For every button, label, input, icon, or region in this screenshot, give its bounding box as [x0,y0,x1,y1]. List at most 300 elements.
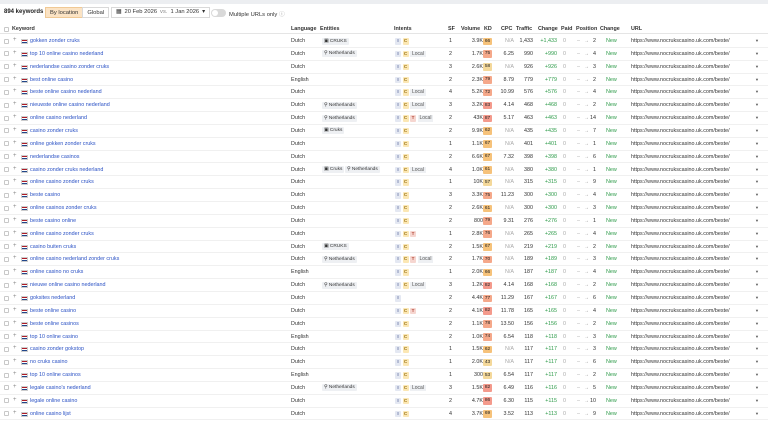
caret-down-icon[interactable]: ▼ [755,166,759,172]
row-checkbox[interactable] [4,270,9,275]
position-cell: 1 [593,166,596,173]
volume-cell: 1.1K [471,320,483,327]
traffic-change-cell: +300 [544,205,557,212]
language-cell: Dutch [291,38,306,44]
keyword-link[interactable]: top 10 online casinos [30,372,81,379]
keyword-link[interactable]: online casino nederland [30,115,87,122]
url-link[interactable]: https://www.nocrukscasino.uk.com/beste/ [631,243,730,250]
add-icon[interactable]: + [13,204,17,211]
sf-cell[interactable]: 2 [449,127,452,134]
caret-down-icon[interactable]: ▼ [755,102,759,108]
url-link[interactable]: https://www.nocrukscasino.uk.com/beste/ [631,230,730,237]
add-icon[interactable]: + [13,88,17,95]
caret-down-icon[interactable]: ▼ [755,63,759,69]
sf-cell[interactable]: 2 [449,217,452,224]
entity-badge[interactable]: ▣ CRUKS [324,38,347,44]
paid-cell: 0 [563,359,566,366]
row-checkbox[interactable] [4,283,9,288]
traffic-cell[interactable]: 779 [524,76,533,83]
traffic-cell[interactable]: 300 [524,205,533,212]
traffic-cell[interactable]: 315 [524,179,533,186]
row-checkbox[interactable] [4,39,9,44]
table-header [0,24,768,34]
keyword-link[interactable]: casino buiten cruks [30,243,77,250]
kd-badge: 57 [484,179,491,185]
sf-cell[interactable]: 1 [449,359,452,366]
col-url[interactable]: URL [631,26,643,32]
sf-cell[interactable]: 2 [449,333,452,340]
intent-badge: C [403,179,408,185]
caret-down-icon[interactable]: ▼ [755,282,759,288]
caret-down-icon[interactable]: ▼ [755,307,759,313]
url-link[interactable]: https://www.nocrukscasino.uk.com/beste/ [631,269,730,276]
by-location-button[interactable]: By location [45,7,83,18]
add-icon[interactable]: + [13,345,17,352]
caret-down-icon[interactable]: ▼ [755,127,759,133]
new-badge: New [606,230,617,237]
kd-badge: 66 [484,269,491,275]
traffic-cell[interactable]: 276 [524,217,533,224]
entity-badge[interactable]: ⚲ Netherlands [324,102,355,108]
add-icon[interactable]: + [13,255,17,262]
intent-badge: I [395,308,401,315]
caret-down-icon[interactable]: ▼ [755,333,759,339]
date-range-picker[interactable] [111,7,210,18]
arrow-right-icon: → [584,179,589,186]
row-checkbox[interactable] [4,411,9,416]
url-link[interactable]: https://www.nocrukscasino.uk.com/beste/ [631,410,730,417]
keyword-link[interactable]: casino zonder gokstop [30,346,84,353]
row-checkbox[interactable] [4,231,9,236]
keyword-link[interactable]: top 10 online casino nederland [30,50,104,57]
volume-cell: 1.5K [471,384,483,391]
intent-badge: I [395,205,401,212]
intent-badge: I [395,411,401,418]
url-link[interactable]: https://www.nocrukscasino.uk.com/beste/ [631,384,730,391]
netherlands-flag-icon [21,142,28,147]
sf-cell[interactable]: 2 [449,153,452,160]
cpc-cell: N/A [505,179,514,186]
traffic-cell[interactable]: 380 [524,166,533,173]
url-link[interactable]: https://www.nocrukscasino.uk.com/beste/ [631,63,730,70]
sf-cell[interactable]: 2 [449,50,452,57]
sf-cell[interactable]: 3 [449,102,452,109]
caret-down-icon[interactable]: ▼ [755,295,759,300]
row-checkbox[interactable] [4,398,9,403]
url-link[interactable]: https://www.nocrukscasino.uk.com/beste/ [631,89,730,96]
row-checkbox[interactable] [4,167,9,172]
keyword-link[interactable]: nieuwste online casino nederland [30,102,110,109]
sf-cell[interactable]: 2 [449,243,452,250]
col-paid[interactable]: Paid [561,26,573,32]
sf-cell[interactable]: 4 [449,410,452,417]
row-checkbox[interactable] [4,180,9,185]
entity-badge[interactable]: ⚲ Netherlands [324,385,355,391]
intent-badge: I [395,64,401,71]
url-link[interactable]: https://www.nocrukscasino.uk.com/beste/ [631,333,730,340]
keyword-link[interactable]: beste casino online [30,217,77,224]
keyword-link[interactable]: nederlandse casino zonder cruks [30,63,110,70]
table-row [0,125,768,138]
add-icon[interactable]: + [13,294,17,300]
sf-cell[interactable]: 1 [449,230,452,237]
caret-down-icon[interactable]: ▼ [755,50,759,56]
traffic-cell[interactable]: 117 [524,346,533,353]
add-icon[interactable]: + [13,37,17,43]
url-link[interactable]: https://www.nocrukscasino.uk.com/beste/ [631,76,730,83]
traffic-cell[interactable]: 219 [524,243,533,250]
global-button[interactable]: Global [82,7,109,18]
language-cell: Dutch [291,410,306,417]
caret-down-icon[interactable]: ▼ [755,38,759,43]
keyword-link[interactable]: goksites nederland [30,295,76,301]
cpc-cell: 4.14 [503,102,514,109]
row-checkbox[interactable] [4,77,9,82]
paid-cell: 0 [563,307,566,314]
add-icon[interactable]: + [13,229,17,236]
entity-badge[interactable]: ⚲ Netherlands [324,282,355,288]
sf-cell[interactable]: 2 [449,256,452,263]
kd-badge: 67 [484,244,491,250]
add-icon[interactable]: + [13,178,17,185]
traffic-cell[interactable]: 398 [524,153,533,160]
url-link[interactable]: https://www.nocrukscasino.uk.com/beste/ [631,346,730,353]
entity-badge[interactable]: ▣ CRUKS [324,244,347,250]
caret-down-icon[interactable]: ▼ [755,256,759,262]
traffic-cell[interactable]: 113 [524,410,533,417]
add-icon[interactable]: + [13,319,17,326]
sf-cell[interactable]: 2 [449,307,452,314]
traffic-cell[interactable]: 300 [524,192,533,199]
position-prev-cell: – [577,269,580,276]
add-icon[interactable]: + [13,152,17,159]
add-icon[interactable]: + [13,281,17,288]
add-icon[interactable]: + [13,75,17,82]
url-link[interactable]: https://www.nocrukscasino.uk.com/beste/ [631,307,730,314]
url-link[interactable]: https://www.nocrukscasino.uk.com/beste/ [631,359,730,366]
sf-cell[interactable]: 4 [449,166,452,173]
row-checkbox[interactable] [4,128,9,133]
keyword-link[interactable]: top 10 online casino [30,333,78,340]
caret-down-icon[interactable]: ▼ [755,397,759,403]
col-entities[interactable]: Entities [320,26,340,32]
paid-cell: 0 [563,115,566,122]
traffic-cell[interactable]: 167 [524,295,533,301]
add-icon[interactable]: + [13,358,17,365]
position-cell: 6 [593,295,596,301]
col-kd[interactable]: KD [484,26,492,32]
traffic-cell[interactable]: 118 [524,333,533,340]
caret-down-icon[interactable]: ▼ [755,320,759,326]
traffic-cell[interactable]: 576 [524,89,533,96]
arrow-right-icon: → [584,256,589,263]
sf-cell[interactable]: 1 [449,38,452,44]
url-link[interactable]: https://www.nocrukscasino.uk.com/beste/ [631,102,730,109]
col-sf[interactable]: SF [448,26,455,32]
arrow-right-icon: → [584,127,589,134]
keyword-link[interactable]: beste casino [30,192,61,199]
url-link[interactable]: https://www.nocrukscasino.uk.com/beste/ [631,282,730,289]
keyword-link[interactable]: legale online casino [30,397,78,404]
caret-down-icon[interactable]: ▼ [755,115,759,121]
add-icon[interactable]: + [13,126,17,133]
url-link[interactable]: https://www.nocrukscasino.uk.com/beste/ [631,153,730,160]
caret-down-icon[interactable]: ▼ [755,269,759,275]
entity-badge[interactable]: ▣ Cruks [324,128,343,134]
url-link[interactable]: https://www.nocrukscasino.uk.com/beste/ [631,397,730,404]
caret-down-icon[interactable]: ▼ [755,217,759,223]
cpc-cell: N/A [505,269,514,276]
url-link[interactable]: https://www.nocrukscasino.uk.com/beste/ [631,320,730,327]
caret-down-icon[interactable]: ▼ [755,410,759,416]
sf-cell[interactable]: 2 [449,76,452,83]
keyword-link[interactable]: online casinos zonder cruks [30,205,97,212]
traffic-cell[interactable]: 116 [524,384,533,391]
position-prev-cell: – [577,307,580,314]
caret-down-icon[interactable]: ▼ [755,359,759,365]
row-checkbox[interactable] [4,218,9,223]
position-prev-cell: – [577,230,580,237]
sf-cell[interactable]: 3 [449,192,452,199]
position-prev-cell: – [577,63,580,70]
row-checkbox[interactable] [4,308,9,313]
traffic-cell[interactable]: 187 [524,269,533,276]
sf-cell[interactable]: 1 [449,346,452,353]
arrow-right-icon: → [584,205,589,212]
keyword-link[interactable]: casino zonder cruks [30,127,78,134]
netherlands-flag-icon [21,386,28,391]
caret-down-icon[interactable]: ▼ [755,140,759,146]
cpc-cell: N/A [505,256,514,263]
row-checkbox[interactable] [4,296,9,301]
sf-cell[interactable]: 3 [449,384,452,391]
traffic-cell[interactable]: 401 [524,140,533,147]
traffic-cell[interactable]: 1,433 [519,38,533,44]
add-icon[interactable]: + [13,409,17,416]
add-icon[interactable]: + [13,165,17,172]
add-icon[interactable]: + [13,101,17,108]
entity-badge[interactable]: ⚲ Netherlands [324,256,355,262]
kd-badge: 82 [484,308,491,314]
caret-down-icon[interactable]: ▼ [755,243,759,249]
intent-badge: C [403,76,408,82]
caret-down-icon[interactable]: ▼ [755,384,759,390]
arrow-right-icon: → [584,320,589,327]
kd-badge: 75 [484,51,491,57]
row-checkbox[interactable] [4,321,9,326]
caret-down-icon[interactable]: ▼ [755,153,759,159]
keyword-link[interactable]: online casino no cruks [30,269,84,276]
add-icon[interactable]: + [13,191,17,198]
col-traffic[interactable]: Traffic [516,26,533,32]
keyword-link[interactable]: best online casino [30,76,74,83]
url-link[interactable]: https://www.nocrukscasino.uk.com/beste/ [631,166,730,173]
cpc-cell: 7.32 [503,153,514,160]
kd-badge: 77 [484,295,491,301]
sf-cell[interactable]: 3 [449,282,452,289]
traffic-cell[interactable]: 168 [524,282,533,289]
add-icon[interactable]: + [13,216,17,223]
intent-badge: I [395,102,401,109]
sf-cell[interactable]: 2 [449,115,452,122]
caret-down-icon[interactable]: ▼ [755,346,759,352]
url-link[interactable]: https://www.nocrukscasino.uk.com/beste/ [631,115,730,122]
url-link[interactable]: https://www.nocrukscasino.uk.com/beste/ [631,38,730,44]
sf-cell[interactable]: 1 [449,372,452,379]
keyword-link[interactable]: beste online casino [30,307,77,314]
entity-badge[interactable]: ⚲ Netherlands [347,167,378,172]
sf-cell[interactable]: 3 [449,63,452,70]
url-link[interactable]: https://www.nocrukscasino.uk.com/beste/ [631,140,730,147]
traffic-cell[interactable]: 926 [524,63,533,70]
col-volume[interactable]: Volume [461,26,481,32]
row-checkbox[interactable] [4,116,9,121]
position-cell: 2 [593,102,596,109]
volume-cell: 5.2K [471,89,483,96]
arrow-right-icon: → [584,295,589,301]
row-checkbox[interactable] [4,103,9,108]
add-icon[interactable]: + [13,242,17,249]
position-cell: 3 [593,333,596,340]
sf-cell[interactable]: 2 [449,397,452,404]
url-link[interactable]: https://www.nocrukscasino.uk.com/beste/ [631,50,730,57]
caret-down-icon[interactable]: ▼ [755,192,759,198]
volume-cell: 800 [474,217,483,224]
arrow-right-icon: → [584,384,589,391]
caret-down-icon[interactable]: ▼ [755,205,759,211]
col-language[interactable]: Language [291,26,317,32]
cpc-cell: N/A [505,166,514,173]
row-checkbox[interactable] [4,141,9,146]
add-icon[interactable]: + [13,114,17,121]
volume-cell: 2.6K [471,205,483,212]
keyword-link[interactable]: online gokken zonder cruks [30,140,96,147]
url-link[interactable]: https://www.nocrukscasino.uk.com/beste/ [631,256,730,263]
caret-down-icon[interactable]: ▼ [755,76,759,82]
keyword-link[interactable]: legale casino's nederland [30,384,91,391]
traffic-change-cell: +463 [544,115,557,122]
keyword-link[interactable]: beste online casinos [30,320,79,327]
col-cpc[interactable]: CPC [501,26,513,32]
add-icon[interactable]: + [13,396,17,403]
sf-cell[interactable]: 1 [449,269,452,276]
row-checkbox[interactable] [4,90,9,95]
traffic-cell[interactable]: 468 [524,102,533,109]
col-position[interactable]: Position [576,26,598,32]
keyword-link[interactable]: gokken zonder cruks [30,38,80,44]
keyword-link[interactable]: online casino zonder cruks [30,179,94,186]
paid-cell: 0 [563,50,566,57]
row-checkbox[interactable] [4,244,9,249]
arrow-right-icon: → [584,333,589,340]
add-icon[interactable]: + [13,49,17,56]
keyword-link[interactable]: casino zonder cruks nederland [30,166,104,173]
add-icon[interactable]: + [13,332,17,339]
url-link[interactable]: https://www.nocrukscasino.uk.com/beste/ [631,205,730,212]
row-checkbox[interactable] [4,193,9,198]
entity-badge[interactable]: ▣ Cruks [324,167,343,172]
multiple-urls-toggle[interactable] [211,9,226,17]
sf-cell[interactable]: 4 [449,89,452,96]
netherlands-flag-icon [21,335,28,340]
sf-cell[interactable]: 1 [449,179,452,186]
keyword-link[interactable]: online casino zonder cruks [30,230,94,237]
url-link[interactable]: https://www.nocrukscasino.uk.com/beste/ [631,192,730,199]
caret-down-icon[interactable]: ▼ [755,179,759,185]
caret-down-icon[interactable]: ▼ [755,89,759,95]
row-checkbox[interactable] [4,257,9,262]
col-change[interactable]: Change [538,26,558,32]
keyword-link[interactable]: online casino nederland zonder cruks [30,256,120,263]
traffic-cell[interactable]: 435 [524,127,533,134]
caret-down-icon[interactable]: ▼ [755,230,759,236]
intent-badge: T [411,230,415,236]
keyword-link[interactable]: nederlandse casinos [30,153,80,160]
traffic-cell[interactable]: 115 [524,397,533,404]
sf-cell[interactable]: 1 [449,140,452,147]
row-checkbox[interactable] [4,334,9,339]
url-link[interactable]: https://www.nocrukscasino.uk.com/beste/ [631,179,730,186]
traffic-cell[interactable]: 165 [524,307,533,314]
add-icon[interactable]: + [13,371,17,378]
url-link[interactable]: https://www.nocrukscasino.uk.com/beste/ [631,217,730,224]
row-checkbox[interactable] [4,51,9,56]
traffic-cell[interactable]: 156 [524,320,533,327]
row-checkbox[interactable] [4,64,9,69]
new-badge: New [606,38,617,44]
add-icon[interactable]: + [13,306,17,313]
entity-badge[interactable]: ⚲ Netherlands [324,51,355,57]
paid-cell: 0 [563,384,566,391]
traffic-cell[interactable]: 189 [524,256,533,263]
url-link[interactable]: https://www.nocrukscasino.uk.com/beste/ [631,372,730,379]
row-checkbox[interactable] [4,206,9,211]
row-checkbox[interactable] [4,347,9,352]
col-keyword[interactable]: Keyword [12,26,35,32]
row-checkbox[interactable] [4,385,9,390]
sf-cell[interactable]: 2 [449,205,452,212]
sf-cell[interactable]: 2 [449,320,452,327]
row-checkbox[interactable] [4,360,9,365]
traffic-cell[interactable]: 990 [524,50,533,57]
traffic-cell[interactable]: 117 [524,372,533,379]
add-icon[interactable]: + [13,383,17,390]
netherlands-flag-icon [21,193,28,198]
keyword-link[interactable]: beste online casino nederland [30,89,102,96]
row-checkbox[interactable] [4,373,9,378]
caret-down-icon[interactable]: ▼ [755,372,759,378]
keyword-link[interactable]: no cruks casino [30,359,68,366]
col-position-change[interactable]: Change [600,26,620,32]
url-link[interactable]: https://www.nocrukscasino.uk.com/beste/ [631,295,730,301]
keyword-link[interactable]: nieuwe online casino nederland [30,282,106,289]
keyword-link[interactable]: online casino lijst [30,410,71,417]
entity-badge[interactable]: ⚲ Netherlands [324,115,355,121]
url-link[interactable]: https://www.nocrukscasino.uk.com/beste/ [631,127,730,134]
col-intents[interactable]: Intents [394,26,412,32]
row-checkbox[interactable] [4,154,9,159]
arrow-right-icon: → [584,63,589,70]
traffic-cell[interactable]: 463 [524,115,533,122]
table-row [0,138,768,151]
traffic-cell[interactable]: 265 [524,230,533,237]
add-icon[interactable]: + [13,139,17,146]
add-icon[interactable]: + [13,62,17,69]
add-icon[interactable]: + [13,268,17,275]
sf-cell[interactable]: 2 [449,295,452,301]
table-row [0,99,768,112]
traffic-cell[interactable]: 117 [524,359,533,366]
